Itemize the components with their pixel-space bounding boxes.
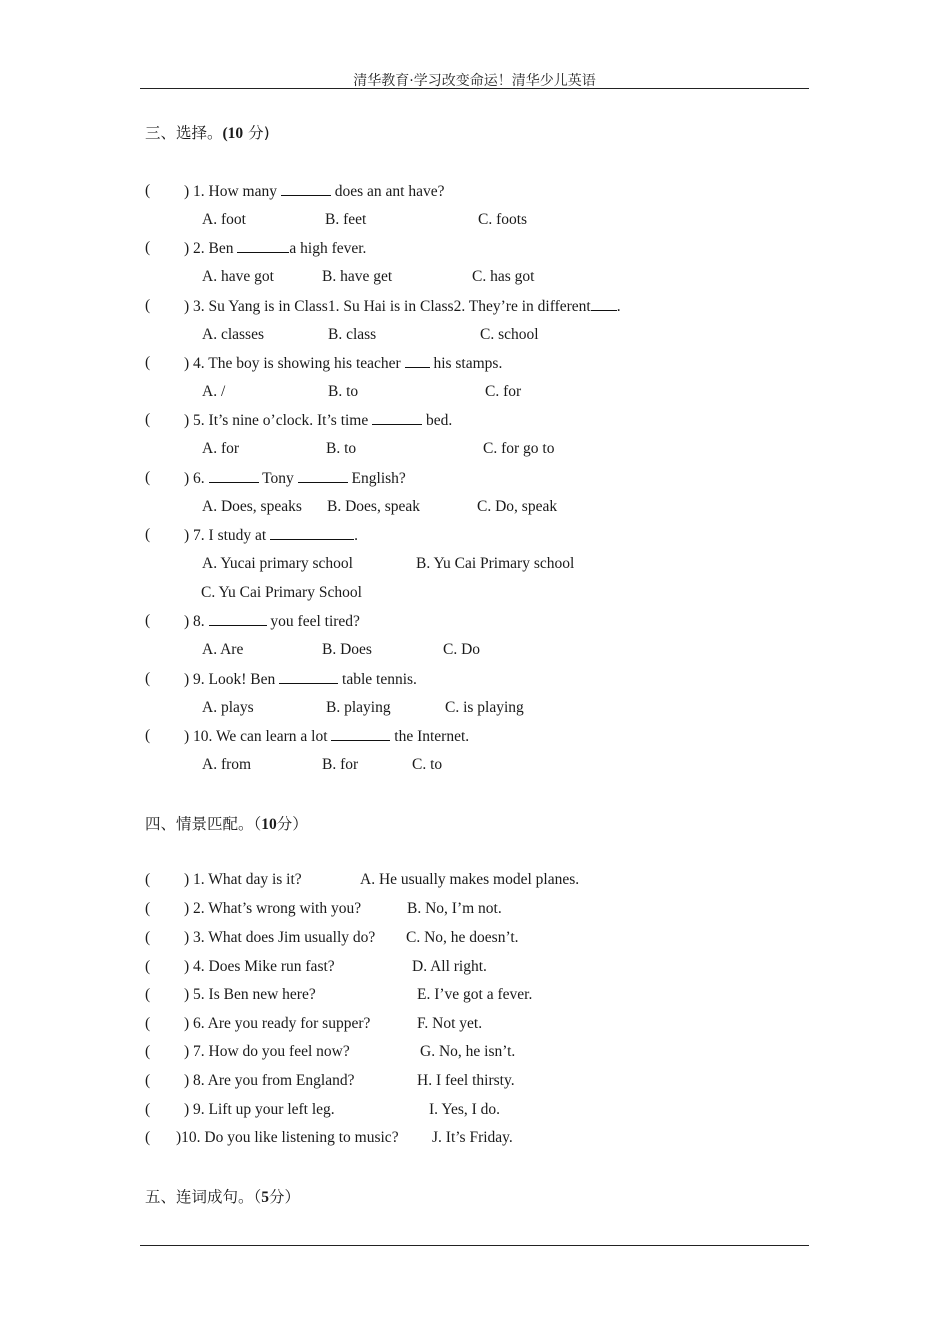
section-3-score-unit: 分) xyxy=(248,124,270,142)
option-b: B. for xyxy=(322,756,359,773)
question-text-after: a high fever. xyxy=(289,240,367,257)
answer-paren-open: ( xyxy=(145,1072,151,1089)
option-a: A. for xyxy=(202,440,240,457)
answer-paren-open: ( xyxy=(145,1129,151,1146)
match-answer: B. No, I’m not. xyxy=(407,900,502,917)
answer-blank xyxy=(279,669,338,684)
question-text-after: English? xyxy=(351,470,406,487)
match-question: ) 6. Are you ready for supper? xyxy=(184,1015,371,1032)
section-4-score-unit: 分） xyxy=(276,815,308,833)
option-c: C. for go to xyxy=(483,440,555,457)
match-question: ) 7. How do you feel now? xyxy=(184,1043,350,1060)
answer-paren-open: ( xyxy=(145,929,151,946)
question-text-after: does an ant have? xyxy=(334,183,445,200)
section-4-title xyxy=(145,812,308,834)
answer-paren-open: ( xyxy=(145,900,151,917)
section-4-label: 四、情景匹配。（ xyxy=(145,815,262,833)
question-text-after: . xyxy=(354,527,358,544)
section-3-label: 三、选择。 xyxy=(145,124,223,142)
match-question: ) 4. Does Mike run fast? xyxy=(184,958,335,975)
option-b: B. Does xyxy=(322,641,372,658)
answer-paren-open: ( xyxy=(145,411,151,428)
section-5-label: 五、连词成句。（ xyxy=(145,1188,262,1206)
option-b: B. to xyxy=(326,440,357,457)
match-answer: F. Not yet. xyxy=(417,1015,483,1032)
option-b: B. Yu Cai Primary school xyxy=(416,555,575,572)
match-question: ) 1. What day is it? xyxy=(184,871,302,888)
answer-blank xyxy=(591,296,617,311)
match-question: ) 9. Lift up your left leg. xyxy=(184,1101,335,1118)
section-3-score: (10 xyxy=(222,125,244,142)
option-c: C. foots xyxy=(478,211,528,228)
section-4-score: 10 xyxy=(261,816,277,833)
match-question: ) 8. Are you from England? xyxy=(184,1072,355,1089)
option-b: B. Does, speak xyxy=(327,498,420,515)
answer-paren-open: ( xyxy=(145,182,151,199)
question-text: ) 10. We can learn a lot xyxy=(184,728,328,745)
section-3-title xyxy=(145,121,270,143)
option-b: B. have get xyxy=(322,268,393,285)
question-text-after: the Internet. xyxy=(394,728,470,745)
question-text-after: his stamps. xyxy=(433,355,503,372)
match-answer: H. I feel thirsty. xyxy=(417,1072,515,1089)
question-text-after: bed. xyxy=(426,412,453,429)
question-text: ) 4. The boy is showing his teacher xyxy=(184,355,401,372)
option-c: C. Yu Cai Primary School xyxy=(201,584,362,601)
option-a: A. have got xyxy=(202,268,274,285)
match-answer: I. Yes, I do. xyxy=(429,1101,501,1118)
option-c: C. school xyxy=(480,326,539,343)
match-answer: E. I’ve got a fever. xyxy=(417,986,533,1003)
answer-paren-open: ( xyxy=(145,958,151,975)
section-5-score: 5 xyxy=(261,1189,270,1206)
question-text: ) 2. Ben xyxy=(184,240,234,257)
answer-blank xyxy=(270,525,354,540)
answer-blank xyxy=(372,410,422,425)
answer-paren-open: ( xyxy=(145,526,151,543)
answer-paren-open: ( xyxy=(145,871,151,888)
answer-paren-open: ( xyxy=(145,727,151,744)
question-text: ) 5. It’s nine o’clock. It’s time xyxy=(184,412,369,429)
question-text: ) 6. xyxy=(184,470,205,487)
option-c: C. Do xyxy=(443,641,481,658)
answer-blank xyxy=(405,353,430,368)
option-b: B. playing xyxy=(326,699,391,716)
answer-blank xyxy=(281,181,331,196)
answer-blank xyxy=(331,726,390,741)
section-5-score-unit: 分） xyxy=(269,1188,301,1206)
answer-paren-open: ( xyxy=(145,1043,151,1060)
question-text-after: you feel tired? xyxy=(270,613,360,630)
answer-paren-open: ( xyxy=(145,469,151,486)
answer-blank xyxy=(237,238,289,253)
option-a: A. foot xyxy=(202,211,246,228)
question-text-after: table tennis. xyxy=(342,671,417,688)
question-text: ) 7. I study at xyxy=(184,527,267,544)
option-c: C. Do, speak xyxy=(477,498,558,515)
answer-paren-open: ( xyxy=(145,986,151,1003)
answer-blank xyxy=(298,468,348,483)
option-c: C. to xyxy=(412,756,443,773)
match-question: ) 5. Is Ben new here? xyxy=(184,986,316,1003)
answer-paren-open: ( xyxy=(145,297,151,314)
match-question: ) 2. What’s wrong with you? xyxy=(184,900,362,917)
option-b: B. feet xyxy=(325,211,367,228)
question-text-mid: Tony xyxy=(262,470,294,487)
answer-paren-open: ( xyxy=(145,612,151,629)
answer-paren-open: ( xyxy=(145,670,151,687)
question-text-after: . xyxy=(616,298,621,315)
match-question: )10. Do you like listening to music? xyxy=(176,1129,399,1146)
answer-paren-open: ( xyxy=(145,239,151,256)
option-a: A. Yucai primary school xyxy=(202,555,353,572)
match-question: ) 3. What does Jim usually do? xyxy=(184,929,376,946)
footer-rule xyxy=(140,1245,809,1246)
option-a: A. / xyxy=(202,383,226,400)
question-text: ) 1. How many xyxy=(184,183,277,200)
answer-blank xyxy=(209,468,259,483)
option-a: A. from xyxy=(202,756,252,773)
answer-paren-open: ( xyxy=(145,1015,151,1032)
match-answer: G. No, he isn’t. xyxy=(420,1043,516,1060)
question-text: ) 8. xyxy=(184,613,205,630)
option-c: C. has got xyxy=(472,268,535,285)
section-5-title xyxy=(145,1185,300,1207)
question-text: ) 9. Look! Ben xyxy=(184,671,276,688)
option-b: B. to xyxy=(328,383,359,400)
answer-paren-open: ( xyxy=(145,1101,151,1118)
option-a: A. Does, speaks xyxy=(202,498,302,515)
question-text: ) 3. Su Yang is in Class1. Su Hai is in Class2. They’re in different xyxy=(184,298,591,315)
option-a: A. plays xyxy=(202,699,254,716)
option-c: C. is playing xyxy=(445,699,524,716)
header-rule xyxy=(140,88,809,89)
option-b: B. class xyxy=(328,326,377,343)
option-c: C. for xyxy=(485,383,522,400)
answer-blank xyxy=(209,611,267,626)
match-answer: C. No, he doesn’t. xyxy=(406,929,519,946)
answer-paren-open: ( xyxy=(145,354,151,371)
match-answer: J. It’s Friday. xyxy=(432,1129,513,1146)
option-a: A. Are xyxy=(202,641,244,658)
option-a: A. classes xyxy=(202,326,264,343)
page-header: 清华教育·学习改变命运！清华少儿英语 xyxy=(353,73,596,89)
match-answer: D. All right. xyxy=(412,958,487,975)
match-answer: A. He usually makes model planes. xyxy=(360,871,580,888)
